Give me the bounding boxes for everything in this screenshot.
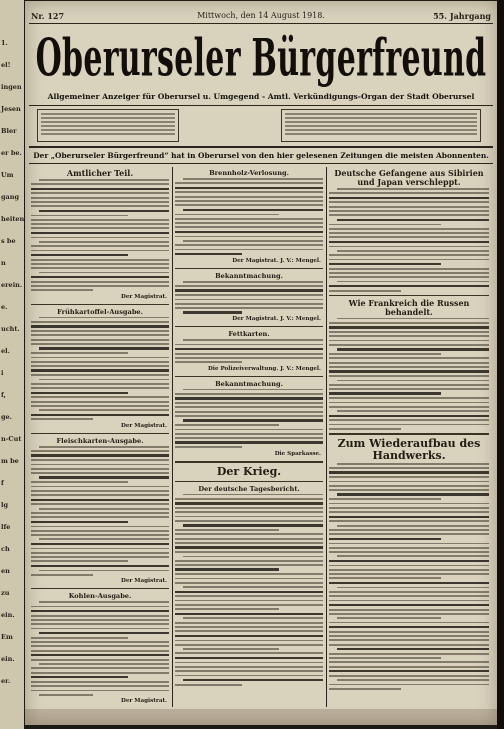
page-bottom-margin — [25, 709, 497, 725]
column-right — [329, 167, 489, 707]
section-separator — [329, 433, 489, 435]
stub-text-fragment: s be — [1, 237, 16, 245]
stub-text-fragment: ingen — [1, 83, 22, 91]
binding-shadow — [497, 0, 504, 729]
section-signature: Der Magistrat. — [121, 422, 167, 429]
stub-text-fragment: n — [1, 259, 6, 267]
stub-text-fragment: f — [1, 479, 4, 487]
section-headline: Wie Frankreich die Russen behandelt. — [348, 297, 470, 317]
section-body-text — [31, 601, 169, 695]
section-headline: Amtlicher Teil. — [66, 168, 134, 178]
stub-text-fragment: erein. — [1, 281, 23, 289]
section-headline: Frühkartoffel-Ausgabe. — [57, 307, 143, 316]
stub-text-fragment: lg — [1, 501, 9, 509]
section-headline: Deutsche Gefangene aus Sibirien und Japan verschleppt. — [334, 168, 484, 187]
section-separator — [175, 461, 323, 463]
stub-text-fragment: er be. — [1, 149, 22, 157]
stub-text-fragment: m be — [1, 457, 19, 465]
section-signature: Die Polizeiverwaltung. J. V.: Mengel. — [207, 365, 321, 372]
stub-text-fragment: Bler — [1, 127, 17, 135]
stub-text-fragment: Um — [1, 171, 14, 179]
masthead-subtitle: Allgemeiner Anzeiger für Oberursel u. Umgegend - Amtl. Verkündigungs-Organ der Stadt Oberursel — [47, 92, 475, 101]
stub-text-fragment: Jesen — [1, 105, 21, 113]
stub-text-fragment: 1. — [1, 39, 8, 47]
section-body-text — [175, 178, 323, 255]
stub-text-fragment: en — [1, 567, 10, 575]
stub-text-fragment: ch — [1, 545, 10, 553]
masthead-title: Oberurseler Bürgerfreund — [35, 29, 487, 89]
stub-text-fragment: el! — [1, 61, 11, 69]
stub-text-fragment: Em — [1, 633, 13, 641]
section-separator — [175, 326, 323, 327]
section-body-text — [175, 494, 323, 686]
section-separator — [175, 376, 323, 377]
stub-text-fragment: zu — [1, 589, 10, 597]
section-headline: Der Krieg. — [216, 464, 282, 478]
issue-number: Nr. 127 — [31, 11, 65, 21]
section-separator — [31, 433, 169, 434]
stub-text-fragment: n-Cut — [1, 435, 22, 443]
section-body-text — [175, 339, 323, 363]
issue-year: 55. Jahrgang — [433, 11, 491, 21]
stub-text-fragment: lfe — [1, 523, 11, 531]
stub-text-fragment: el. — [1, 347, 10, 355]
section-signature: Der Magistrat. — [121, 698, 167, 705]
subscription-info-box — [37, 109, 179, 142]
stub-text-fragment: i — [1, 369, 4, 377]
section-body-text — [329, 318, 489, 430]
stub-text-fragment: e. — [1, 303, 8, 311]
section-body-text — [329, 188, 489, 292]
section-separator — [175, 268, 323, 269]
stub-text-fragment: ein. — [1, 611, 15, 619]
section-headline: Zum Wiederaufbau des Handwerks. — [337, 436, 481, 462]
section-headline: Kohlen-Ausgabe. — [68, 592, 132, 601]
section-body-text — [175, 389, 323, 448]
section-signature: Der Magistrat. — [121, 578, 167, 585]
section-body-text — [31, 446, 169, 576]
section-signature: Die Sparkasse. — [274, 450, 321, 457]
section-body-text — [175, 281, 323, 314]
section-body-text — [31, 317, 169, 421]
section-signature: Der Magistrat. — [121, 293, 167, 300]
section-body-text — [329, 463, 489, 690]
column-rule — [326, 167, 327, 707]
masthead — [25, 29, 497, 91]
section-body-text — [31, 179, 169, 291]
section-headline: Brennholz-Verlosung. — [209, 169, 289, 177]
stub-text-fragment: ge. — [1, 413, 12, 421]
issue-header — [29, 11, 493, 24]
column-left — [31, 167, 169, 707]
newspaper-page — [25, 1, 497, 725]
section-signature: Der Magistrat. J. V.: Mengel. — [232, 316, 321, 323]
section-separator — [175, 481, 323, 482]
stub-text-fragment: ein. — [1, 655, 15, 663]
stub-text-fragment: er. — [1, 677, 11, 685]
issue-date: Mittwoch, den 14 August 1918. — [197, 11, 325, 20]
section-headline: Der deutsche Tagesbericht. — [198, 484, 300, 493]
section-headline: Fleischkarten-Ausgabe. — [56, 436, 144, 445]
section-signature: Der Magistrat. J. V.: Mengel. — [232, 257, 321, 264]
adjacent-page-strip — [0, 0, 24, 729]
section-separator — [329, 295, 489, 296]
column-rule — [172, 167, 173, 707]
section-headline: Bekanntmachung. — [215, 379, 283, 388]
stub-text-fragment: heiten — [1, 215, 24, 223]
section-separator — [31, 588, 169, 589]
circulation-slogan: Der „Oberurseler Bürgerfreund“ hat in Oberursel von den hier gelesenen Zeitungen die meisten Abonnenten. — [29, 151, 493, 164]
column-middle — [175, 167, 323, 707]
stub-text-fragment: gang — [1, 193, 20, 201]
stub-text-fragment: ucht. — [1, 325, 20, 333]
section-separator — [31, 304, 169, 305]
publisher-info-band — [29, 105, 493, 148]
advertising-info-box — [281, 109, 481, 142]
section-headline: Bekanntmachung. — [215, 271, 283, 280]
section-headline: Fettkarten. — [228, 330, 270, 339]
stub-text-fragment: f, — [1, 391, 6, 399]
